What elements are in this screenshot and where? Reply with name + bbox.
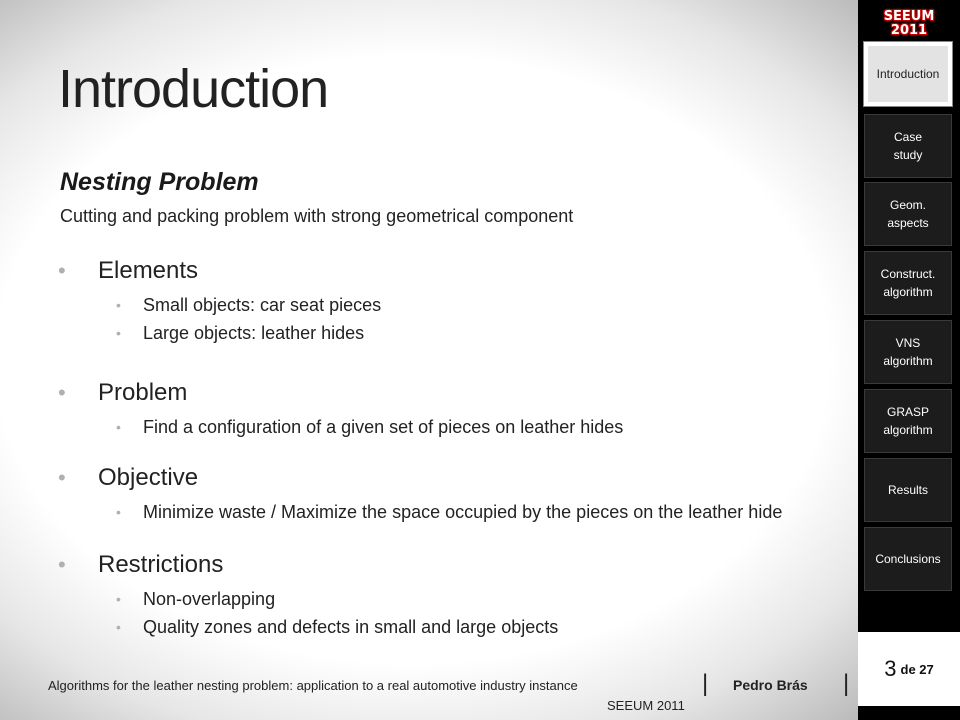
slide-description: Cutting and packing problem with strong geometrical component <box>60 206 574 226</box>
bullet-icon: • <box>58 465 66 490</box>
footer-author: Pedro Brás <box>733 677 808 693</box>
footer-event: SEEUM 2011 <box>607 698 685 713</box>
nav-item-grasp-algorithm[interactable]: GRASP algorithm <box>864 389 952 453</box>
sub-bullet: Large objects: leather hides <box>143 323 365 343</box>
bullet-icon: • <box>116 325 121 341</box>
nav-item-results[interactable]: Results <box>864 458 952 522</box>
sub-bullet: Find a configuration of a given set of pieces on leather hides <box>143 417 624 437</box>
section-restrictions <box>58 549 828 637</box>
nav-item-case-study[interactable]: Case study <box>864 114 952 178</box>
slide-title: Introduction <box>58 59 329 119</box>
bullet-icon: • <box>116 504 121 520</box>
page-number <box>858 632 960 706</box>
bullet-icon: • <box>58 552 66 577</box>
bullet-icon: • <box>58 258 66 283</box>
sub-bullet: Minimize waste / Maximize the space occupied by the pieces on the leather hide <box>143 502 783 522</box>
section-heading: Objective <box>98 464 199 491</box>
section-heading: Restrictions <box>98 551 224 578</box>
footer-title: Algorithms for the leather nesting problem: application to a real automotive industry instance <box>48 678 578 693</box>
nav-item-introduction[interactable]: Introduction <box>864 42 952 106</box>
section-elements <box>58 255 828 343</box>
bullet-icon: • <box>116 591 121 607</box>
bullet-icon: • <box>58 380 66 405</box>
bullet-icon: • <box>116 297 121 313</box>
nav-item-conclusions[interactable]: Conclusions <box>864 527 952 591</box>
section-objective <box>58 462 828 522</box>
nav-item-vns-algorithm[interactable]: VNS algorithm <box>864 320 952 384</box>
page-total: de 27 <box>900 661 934 677</box>
page-current: 3 <box>884 656 897 681</box>
section-heading: Elements <box>98 257 199 284</box>
section-heading: Problem <box>98 379 188 406</box>
bullet-icon: • <box>116 419 121 435</box>
footer-separator: | <box>843 670 850 697</box>
nav-item-construct-algorithm[interactable]: Construct. algorithm <box>864 251 952 315</box>
bullet-icon: • <box>116 619 121 635</box>
section-problem <box>58 377 828 437</box>
sub-bullet: Small objects: car seat pieces <box>143 295 382 315</box>
sub-bullet: Quality zones and defects in small and large objects <box>143 617 559 637</box>
bullet-content <box>58 255 828 637</box>
seeum-badge-logo: SEEUM 2011 <box>883 9 935 38</box>
nav-item-geom-aspects[interactable]: Geom. aspects <box>864 182 952 246</box>
slide-subtitle: Nesting Problem <box>60 168 259 196</box>
footer-separator: | <box>702 670 709 697</box>
sub-bullet: Non-overlapping <box>143 589 276 609</box>
